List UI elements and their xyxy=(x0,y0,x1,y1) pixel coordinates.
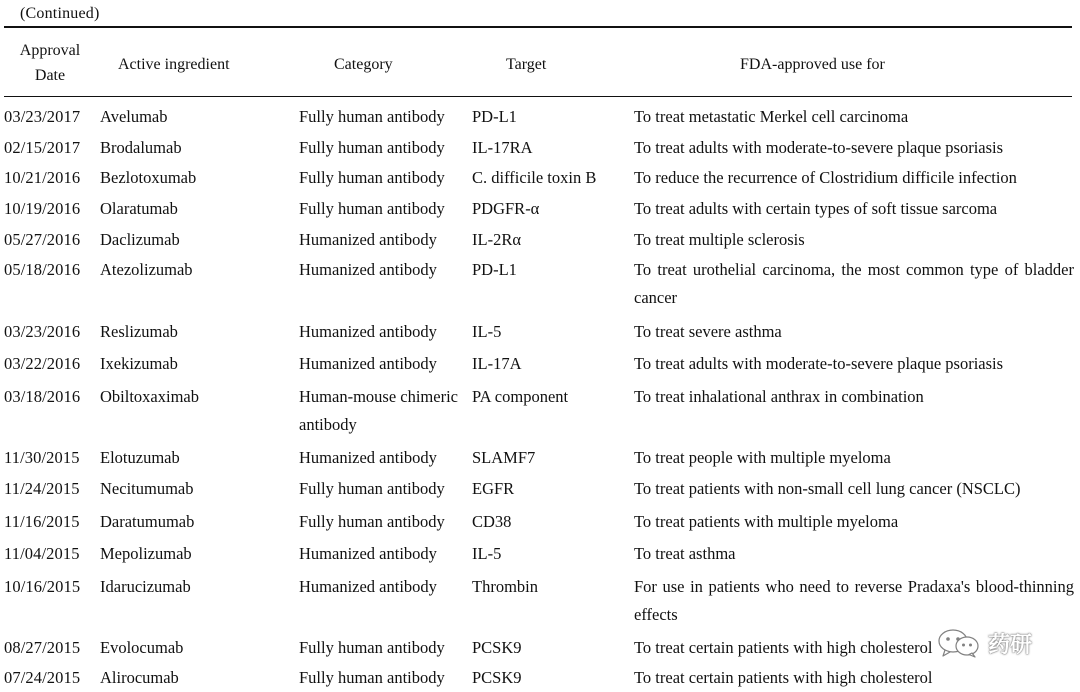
cell-target: PA component xyxy=(472,387,569,406)
cell-category: Human-mouse chimeric antibody xyxy=(299,387,458,434)
wechat-icon xyxy=(936,628,980,658)
cell-category: Humanized antibody xyxy=(299,230,437,249)
cell-active-ingredient: Daratumumab xyxy=(100,512,195,531)
cell-active-ingredient: Olaratumab xyxy=(100,199,178,218)
cell-active-ingredient: Necitumumab xyxy=(100,479,194,498)
cell-active-ingredient: Elotuzumab xyxy=(100,448,180,467)
header-fda-approved-use: FDA-approved use for xyxy=(740,56,885,73)
cell-active-ingredient: Daclizumab xyxy=(100,230,180,249)
cell-category: Fully human antibody xyxy=(299,138,445,157)
cell-active-ingredient: Ixekizumab xyxy=(100,354,178,373)
cell-target: PD-L1 xyxy=(472,107,517,126)
cell-active-ingredient: Bezlotoxumab xyxy=(100,168,197,187)
cell-approval-date: 11/16/2015 xyxy=(4,512,80,531)
cell-target: PD-L1 xyxy=(472,260,517,279)
cell-category: Humanized antibody xyxy=(299,448,437,467)
cell-approval-date: 10/16/2015 xyxy=(4,577,81,596)
cell-approval-date: 02/15/2017 xyxy=(4,138,81,157)
cell-category: Humanized antibody xyxy=(299,544,437,563)
table-header-rule xyxy=(4,96,1072,97)
cell-active-ingredient: Avelumab xyxy=(100,107,168,126)
cell-fda-use: To treat severe asthma xyxy=(634,322,782,341)
cell-active-ingredient: Idarucizumab xyxy=(100,577,191,596)
cell-active-ingredient: Atezolizumab xyxy=(100,260,193,279)
cell-fda-use: To treat metastatic Merkel cell carcinoma xyxy=(634,107,909,126)
cell-target: IL-5 xyxy=(472,322,502,341)
cell-active-ingredient: Obiltoxaximab xyxy=(100,387,199,406)
cell-approval-date: 07/24/2015 xyxy=(4,668,81,687)
cell-fda-use: To treat adults with certain types of soft tissue sarcoma xyxy=(634,199,998,218)
cell-category: Humanized antibody xyxy=(299,577,437,596)
cell-category: Fully human antibody xyxy=(299,168,445,187)
cell-target: CD38 xyxy=(472,512,512,531)
cell-approval-date: 05/18/2016 xyxy=(4,260,81,279)
cell-approval-date: 03/23/2017 xyxy=(4,107,81,126)
cell-category: Humanized antibody xyxy=(299,260,437,279)
cell-active-ingredient: Alirocumab xyxy=(100,668,179,687)
table-top-rule xyxy=(4,26,1072,28)
cell-fda-use: To treat patients with multiple myeloma xyxy=(634,512,899,531)
cell-approval-date: 03/23/2016 xyxy=(4,322,81,341)
cell-target: Thrombin xyxy=(472,577,538,596)
cell-fda-use: To treat urothelial carcinoma, the most common type of bladder cancer xyxy=(634,260,1074,307)
cell-approval-date: 11/30/2015 xyxy=(4,448,80,467)
cell-target: C. difficile toxin B xyxy=(472,168,597,187)
cell-fda-use: To treat certain patients with high cholesterol xyxy=(634,638,933,657)
header-category: Category xyxy=(334,56,393,73)
cell-fda-use: To treat adults with moderate-to-severe plaque psoriasis xyxy=(634,138,1004,157)
cell-target: IL-2Rα xyxy=(472,230,521,249)
wechat-watermark xyxy=(936,626,1032,660)
cell-target: IL-5 xyxy=(472,544,502,563)
cell-fda-use: To treat inhalational anthrax in combination xyxy=(634,387,924,406)
cell-category: Fully human antibody xyxy=(299,107,445,126)
cell-target: PCSK9 xyxy=(472,638,522,657)
cell-category: Fully human antibody xyxy=(299,512,445,531)
cell-target: EGFR xyxy=(472,479,515,498)
cell-approval-date: 11/24/2015 xyxy=(4,479,80,498)
cell-target: PDGFR-α xyxy=(472,199,540,218)
cell-approval-date: 11/04/2015 xyxy=(4,544,80,563)
cell-approval-date: 10/19/2016 xyxy=(4,199,81,218)
table-continued-caption: (Continued) xyxy=(20,5,100,22)
cell-category: Fully human antibody xyxy=(299,479,445,498)
cell-fda-use: To treat certain patients with high cholesterol xyxy=(634,668,933,687)
cell-approval-date: 03/22/2016 xyxy=(4,354,81,373)
cell-approval-date: 08/27/2015 xyxy=(4,638,81,657)
cell-category: Fully human antibody xyxy=(299,638,445,657)
cell-fda-use: To treat patients with non-small cell lung cancer (NSCLC) xyxy=(634,479,1021,498)
cell-approval-date: 03/18/2016 xyxy=(4,387,81,406)
cell-target: PCSK9 xyxy=(472,668,522,687)
watermark-text: 药研 xyxy=(988,632,1033,658)
header-active-ingredient: Active ingredient xyxy=(118,56,230,73)
cell-active-ingredient: Brodalumab xyxy=(100,138,182,157)
header-approval-date: Approval Date xyxy=(19,42,81,84)
cell-fda-use: To treat asthma xyxy=(634,544,736,563)
cell-active-ingredient: Mepolizumab xyxy=(100,544,192,563)
cell-fda-use: To treat adults with moderate-to-severe plaque psoriasis xyxy=(634,354,1004,373)
cell-fda-use: To treat multiple sclerosis xyxy=(634,230,805,249)
cell-target: SLAMF7 xyxy=(472,448,536,467)
cell-fda-use: For use in patients who need to reverse Pradaxa's blood-thinning effects xyxy=(634,577,1074,624)
cell-target: IL-17A xyxy=(472,354,522,373)
cell-fda-use: To treat people with multiple myeloma xyxy=(634,448,891,467)
cell-fda-use: To reduce the recurrence of Clostridium difficile infection xyxy=(634,168,1017,187)
header-target: Target xyxy=(506,56,547,73)
cell-active-ingredient: Evolocumab xyxy=(100,638,184,657)
cell-category: Humanized antibody xyxy=(299,322,437,341)
cell-target: IL-17RA xyxy=(472,138,533,157)
cell-approval-date: 10/21/2016 xyxy=(4,168,81,187)
cell-active-ingredient: Reslizumab xyxy=(100,322,178,341)
cell-approval-date: 05/27/2016 xyxy=(4,230,81,249)
cell-category: Humanized antibody xyxy=(299,354,437,373)
cell-category: Fully human antibody xyxy=(299,199,445,218)
cell-category: Fully human antibody xyxy=(299,668,445,687)
